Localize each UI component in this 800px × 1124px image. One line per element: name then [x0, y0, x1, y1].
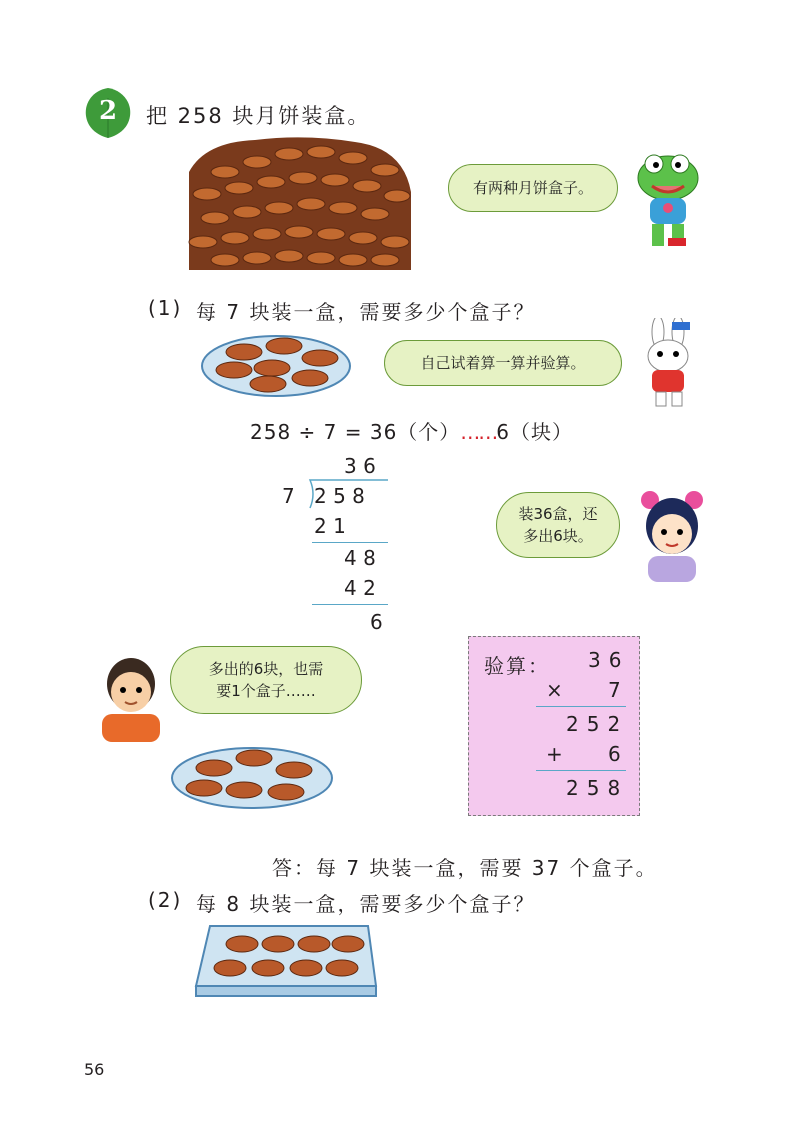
frog-character — [632, 152, 704, 250]
division-rule-2 — [312, 604, 388, 605]
problem-number-leaf — [82, 86, 134, 140]
rabbit-character — [632, 318, 702, 410]
question1-label: (1) — [148, 296, 183, 320]
box-eight-mooncakes — [192, 920, 378, 1000]
verification-rule-1 — [536, 706, 626, 707]
verification-label: 验算： — [484, 654, 550, 678]
page-number: 56 — [84, 1060, 105, 1079]
answer-text: 答：每 7 块装一盒，需要 37 个盒子。 — [272, 856, 658, 880]
verification-line3: 252 — [566, 712, 629, 736]
question2-text: 每 8 块装一盒，需要多少个盒子？ — [196, 892, 536, 916]
problem-statement: 把 258 块月饼装盒。 — [146, 104, 371, 128]
long-division-step3: 4 2 — [344, 576, 376, 600]
boy-speech-line1: 多出的6块，也需 — [208, 660, 324, 678]
long-division-step2: 4 8 — [344, 546, 376, 570]
long-division-step1: 2 1 — [314, 514, 346, 538]
rabbit-speech-bubble — [384, 340, 622, 386]
verification-plus-sign: + — [546, 742, 563, 766]
division-rule-1 — [312, 542, 388, 543]
verification-line2: 7 — [608, 678, 621, 702]
boy-character — [98, 654, 164, 742]
verification-line1: 36 — [588, 648, 630, 672]
plate-six-mooncakes — [170, 740, 334, 810]
girl-speech-line2: 多出6块。 — [523, 527, 593, 545]
long-division-quotient: 3 6 — [344, 454, 376, 478]
verification-result: 258 — [566, 776, 629, 800]
verification-rule-2 — [536, 770, 626, 771]
frog-speech-text: 有两种月饼盒子。 — [472, 179, 593, 197]
girl-character — [636, 486, 708, 582]
long-division-remainder: 6 — [370, 610, 383, 634]
frog-speech-bubble — [448, 164, 618, 212]
equation-left: 258 ÷ 7 = 36（个） — [250, 420, 461, 444]
equation-right: 6（块） — [496, 420, 574, 444]
problem-number: 2 — [99, 96, 118, 126]
girl-speech-bubble — [496, 492, 620, 558]
equation-dots: …… — [460, 420, 497, 444]
verification-multiply-sign: × — [546, 678, 563, 702]
question2-label: (2) — [148, 888, 183, 912]
long-division-divisor: 7 — [282, 484, 295, 508]
plate-seven-mooncakes — [200, 328, 352, 398]
division-equation — [250, 416, 573, 445]
boy-speech-line2: 要1个盒子…… — [216, 682, 316, 700]
girl-speech-line1: 装36盒，还 — [518, 505, 598, 523]
mooncake-pile-image — [185, 132, 415, 272]
long-division-dividend: 2 5 8 — [314, 484, 365, 508]
rabbit-speech-text: 自己试着算一算并验算。 — [420, 354, 586, 372]
boy-speech-bubble — [170, 646, 362, 714]
question1-text: 每 7 块装一盒，需要多少个盒子？ — [196, 300, 536, 324]
verification-line4: 6 — [608, 742, 621, 766]
